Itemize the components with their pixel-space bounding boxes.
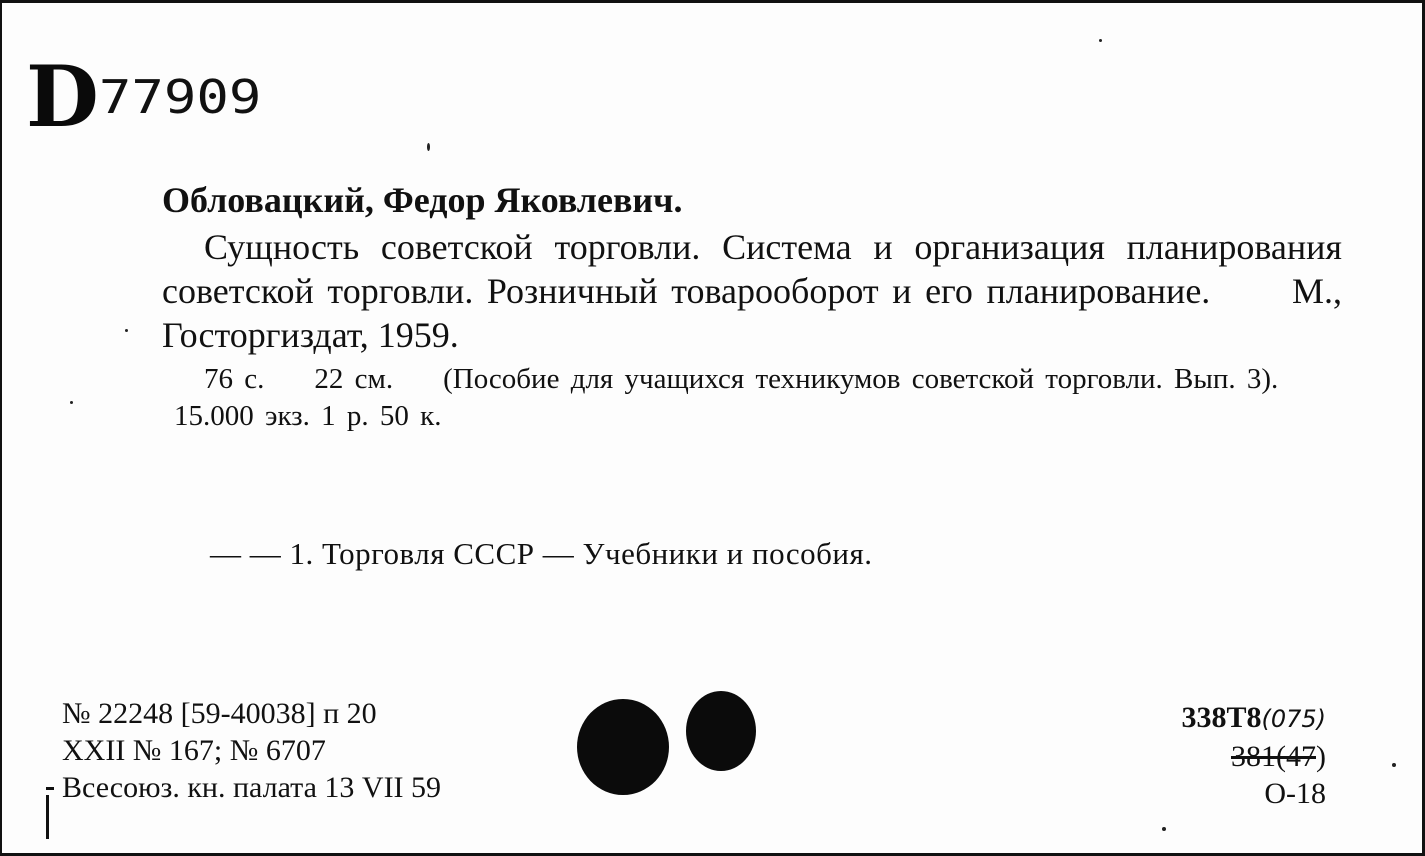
series-note: (Пособие для учащихся техникумов советской торговли. Вып. 3).: [443, 363, 1279, 395]
registration-line-2: XXII № 167; № 6707: [62, 734, 326, 767]
book-size: 22 см.: [314, 363, 394, 395]
classification-index: 338Т8: [1181, 701, 1262, 734]
punch-hole-mark: [686, 691, 756, 771]
classification-handwritten: (075): [1261, 705, 1326, 733]
registration-info: [62, 695, 441, 806]
collation-block: [174, 361, 1324, 435]
punch-hole-mark: [577, 699, 669, 795]
registration-line-1: № 22248 [59-40038] п 20: [62, 697, 377, 730]
stamp-number: 77909: [98, 70, 262, 124]
ink-speck: [1099, 39, 1102, 42]
price: 1 р. 50 к.: [321, 400, 442, 432]
struck-classification: 381(47: [1231, 740, 1316, 773]
margin-mark: [46, 787, 54, 790]
stamp-letter: D: [26, 47, 93, 146]
struck-line: [1181, 738, 1326, 775]
page-count: 76 с.: [204, 363, 265, 395]
author-heading: Обловацкий, Федор Яковлевич.: [162, 180, 683, 220]
title-description: [162, 225, 1342, 357]
title-text: Сущность советской торговли. Система и организация планирования советской торговли. Розничный товарооборот и его планирование.: [162, 227, 1342, 311]
classification-block: [1181, 699, 1326, 812]
ink-speck: [70, 401, 73, 404]
publication-imprint: М., Госторгиздат, 1959.: [162, 271, 1343, 355]
margin-mark: [46, 795, 49, 839]
ink-speck: [125, 329, 128, 332]
cutter-number: О-18: [1264, 777, 1326, 810]
ink-speck: [427, 143, 430, 151]
inventory-stamp: [26, 47, 262, 146]
struck-tail: ): [1316, 740, 1326, 773]
print-run: 15.000 экз.: [174, 400, 310, 432]
classification-line: [1181, 699, 1326, 738]
ink-speck: [1162, 827, 1166, 831]
ink-speck: [1392, 763, 1396, 767]
subject-heading: — — 1. Торговля СССР — Учебники и пособия.: [210, 536, 873, 571]
registration-line-3: Всесоюз. кн. палата 13 VII 59: [62, 771, 442, 804]
